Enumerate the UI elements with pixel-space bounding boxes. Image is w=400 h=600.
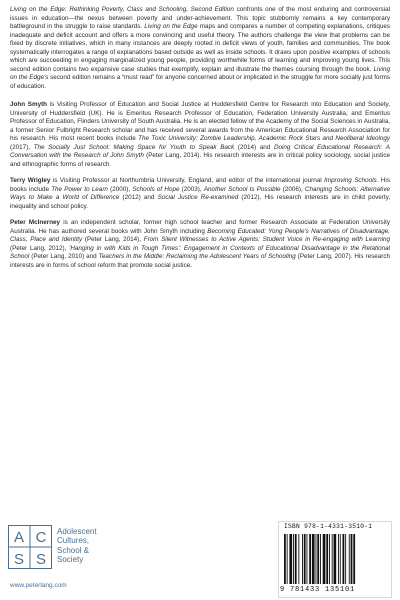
barcode-bar [287, 534, 288, 584]
logo-letter-a: A [13, 529, 25, 546]
logo-letter-c: C [35, 529, 47, 546]
author-name: John Smyth [10, 101, 48, 108]
book-description [10, 6, 390, 91]
barcode-bar [345, 534, 346, 584]
barcode-image [284, 534, 384, 584]
barcode-bar [340, 534, 341, 584]
logo-letter-s1: S [13, 551, 25, 568]
barcode-number: 9 781433 135101 [280, 586, 356, 594]
barcode-bar [343, 534, 345, 584]
bio-terry-wrigley: Terry Wrigley is Visiting Professor at Northumbria University, England, and editor of the international journal Improving Schools. His books include The Power to Learn (2000), Schools of Hope (2003), Another School Is Possible (2006), Changing Schools: Alternative Ways to Make a World of Difference (2012) and Social Justice Re-examined (2012). His research interests are in child poverty, inequality and school policy. [10, 177, 391, 210]
barcode-bar [289, 534, 292, 584]
acss-series-logo [8, 525, 52, 569]
author-name: Terry Wrigley [10, 177, 51, 184]
series-title: Adolescent Cultures, School & Society [57, 527, 97, 565]
barcode-bar [302, 534, 303, 584]
barcode-bar [298, 534, 299, 584]
barcode-bar [307, 534, 308, 584]
barcode-bar [326, 534, 328, 584]
barcode-bar [312, 534, 315, 584]
barcode-bar [316, 534, 317, 584]
isbn-label: ISBN 978-1-4331-3510-1 [284, 523, 373, 530]
barcode-bar [334, 534, 337, 584]
barcode-bar [329, 534, 330, 584]
barcode-bar [351, 534, 353, 584]
cover-text-block [10, 6, 390, 278]
barcode-bar [304, 534, 306, 584]
barcode-bar [284, 534, 286, 584]
bio-john-smyth: John Smyth is Visiting Professor of Education and Social Justice at Huddersfield Centre for Research into Education and Society, University of Huddersfield (UK). He is Emeritus Research Professor of Education, Federation University Australia, and Emeritus Professor of Education, Flinders University of South Australia. He is an elected fellow of the Academy of the Social Sciences in Australia, a former Senior Fulbright Research scholar and has received several awards from the American Educational Research Association for his research. His most recent books include The Toxic University: Zombie Leadership, Academic Rock Stars and Neoliberal Ideology (2017), The Socially Just School: Making Space for Youth to Speak Back (2014) and Doing Critical Educational Research: A Conversation with the Research of John Smyth (Peter Lang, 2014). His research interests are in critical policy sociology, social justice and ethnographic forms of research. [10, 101, 390, 168]
barcode-bar [323, 534, 326, 584]
publisher-website[interactable]: www.peterlang.com [10, 582, 67, 589]
book-title-short: Living on the Edge [144, 23, 198, 30]
book-title: Living on the Edge: Rethinking Poverty, Class and Schooling, Second Edition [10, 6, 234, 13]
barcode-bar [320, 534, 321, 584]
barcode-bar [332, 534, 333, 584]
barcode-bar [349, 534, 350, 584]
barcode-bar [295, 534, 297, 584]
description-part-2: maps and compares a number of competing explanations, critiques inadequate and deficit account and offers a more convincing and useful theory. The authors challenge the view that problems can be fixed by discrete initiatives, which in many instances are deeply rooted in deficit views of youth, families and communities. The book systematically interrogates a range of explanations based outside as well as inside schools. It draws upon positive examples of schools which are succeeding in engaging marginalized young people, providing worthwhile forms of learning and improving young lives. This second edition contains two expansive case studies that exemplify, explain and illustrate the themes coursing through the book. [10, 23, 390, 73]
barcode-bar [317, 534, 319, 584]
description-part-1: confronts one of the most enduring and controversial issues in education—the nexus between poverty and under-achievement. This topic stubbornly remains a key contemporary battleground in the struggle to raise standards. [10, 6, 391, 30]
author-name: Peter McInerney [10, 219, 61, 226]
description-part-3: second edition remains a “must read” for anyone concerned about or implicated in the struggle for more socially just forms of education. [10, 74, 390, 90]
barcode-bar [309, 534, 311, 584]
barcode-bar [338, 534, 339, 584]
logo-letter-s2: S [35, 551, 47, 568]
barcode-bar [293, 534, 294, 584]
book-title-possessive: Living on the Edge's [10, 65, 390, 81]
bio-peter-mcinerney: Peter McInerney is an independent scholar, former high school teacher and former Research Associate at Federation University Australia. He has authored several books with John Smyth including Becoming Educated: Yong People's Narratives of Disadvantage, Class, Place and Identity (Peter Lang, 2014), From Silent Witnesses to Active Agents: Student Voice in Re-engaging with Learning (Peter Lang, 2012), 'Hanging in with Kids in Tough Times': Engagement in Contexts of Educational Disadvantage in the Relational School (Peter Lang, 2010) and Teachers in the Middle: Reclaiming the Adolescent Years of Schooling (Peter Lang, 2007). His research interests are in forms of school reform that promote social justice. [10, 219, 391, 269]
barcode-bar [353, 534, 355, 584]
